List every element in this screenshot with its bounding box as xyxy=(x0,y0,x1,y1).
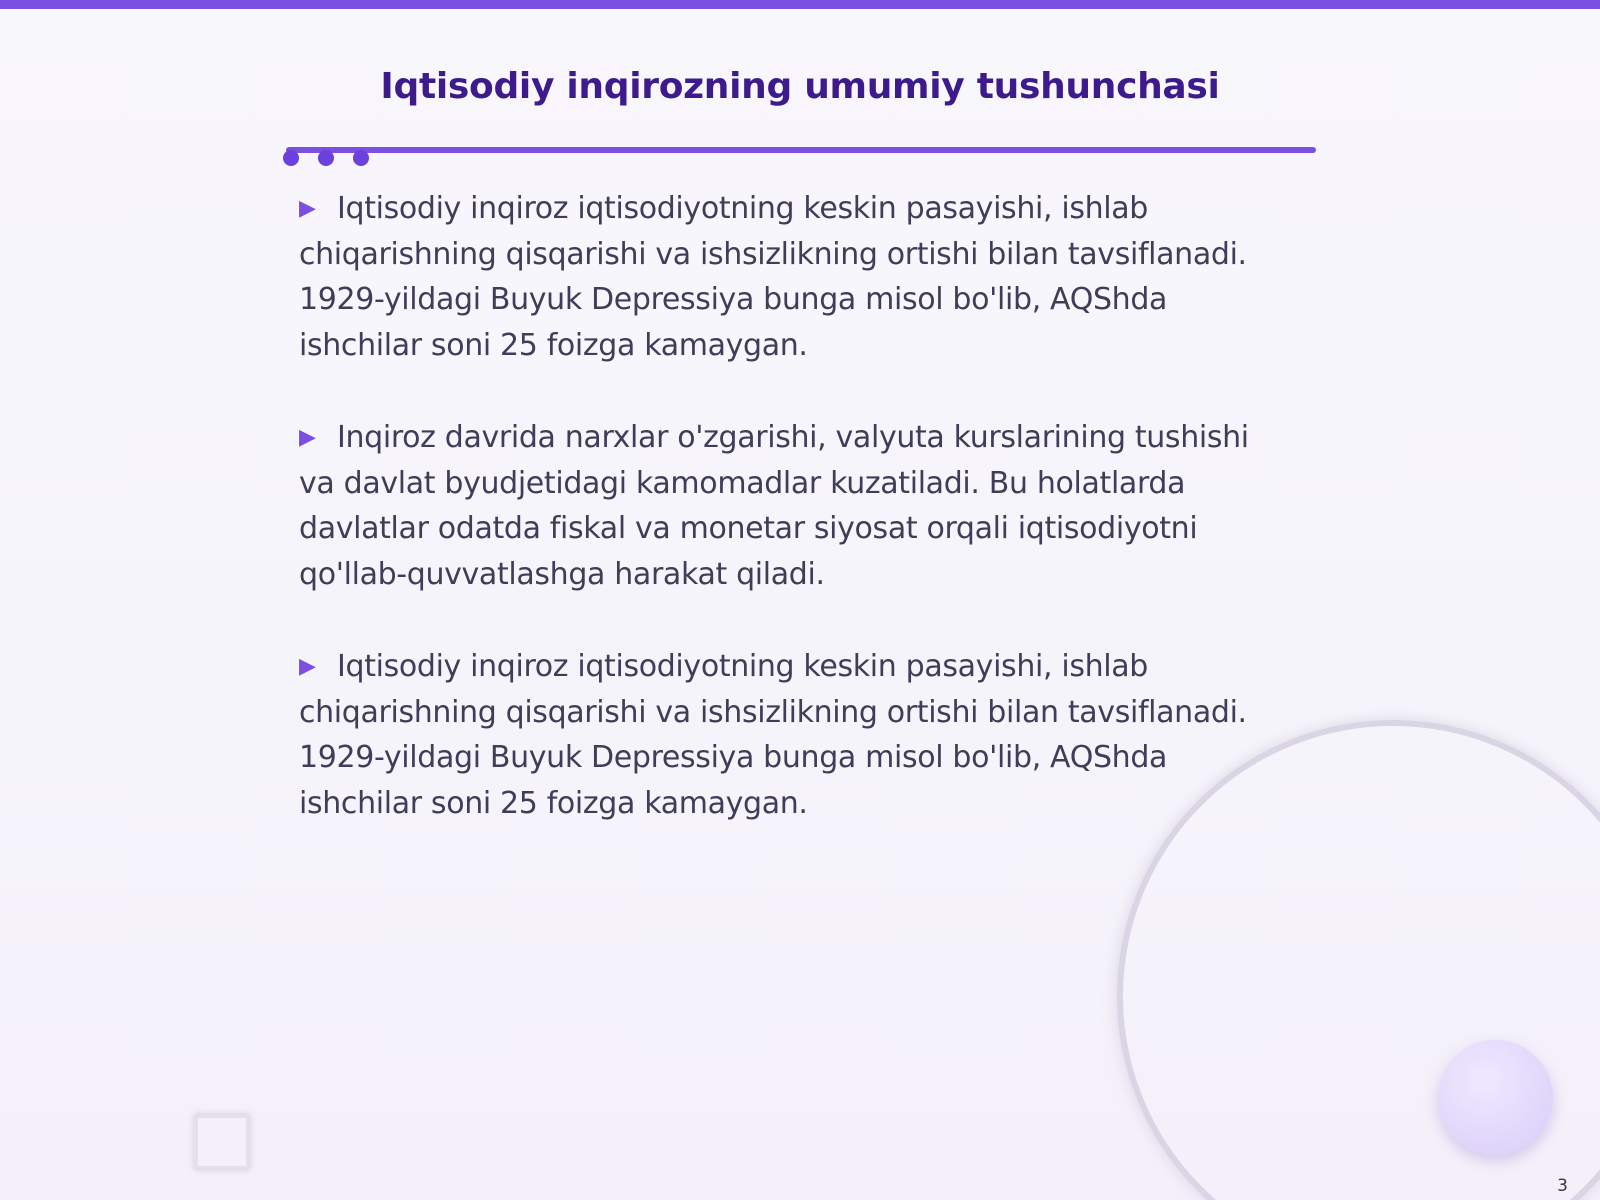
page-number: 3 xyxy=(1557,1176,1568,1196)
bullet-text: Iqtisodiy inqiroz iqtisodiyotning keskin pasayishi, ishlab chiqarishning qisqarishi va ishsizlikning ortishi bilan tavsiflanadi. 1929-yildagi Buyuk Depressiya bunga misol bo'lib, AQShda ishchilar soni 25 foizga kamaygan. xyxy=(299,649,1247,821)
decorative-dot xyxy=(353,150,369,166)
bullet-item xyxy=(299,415,1289,597)
slide-title: Iqtisodiy inqirozning umumiy tushunchasi xyxy=(380,66,1220,107)
bullet-item xyxy=(299,644,1289,826)
decorative-dot xyxy=(283,150,299,166)
bullet-item xyxy=(299,186,1289,368)
decorative-dot xyxy=(318,150,334,166)
triangle-bullet-icon: ▶ xyxy=(299,425,316,450)
title-underline xyxy=(286,147,1316,153)
triangle-bullet-icon: ▶ xyxy=(299,196,316,221)
triangle-bullet-icon: ▶ xyxy=(299,654,316,679)
bullet-text: Inqiroz davrida narxlar o'zgarishi, valyuta kurslarining tushishi va davlat byudjetidagi kamomadlar kuzatiladi. Bu holatlarda davlatlar odatda fiskal va monetar siyosat orqali iqtisodiyotni qo'llab-quvvatlashga harakat qiladi. xyxy=(299,420,1249,592)
bullet-text: Iqtisodiy inqiroz iqtisodiyotning keskin pasayishi, ishlab chiqarishning qisqarishi va ishsizlikning ortishi bilan tavsiflanadi. 1929-yildagi Buyuk Depressiya bunga misol bo'lib, AQShda ishchilar soni 25 foizga kamaygan. xyxy=(299,191,1247,363)
decorative-square xyxy=(193,1113,251,1171)
bullet-list xyxy=(299,186,1289,873)
decorative-circle xyxy=(1438,1040,1553,1155)
top-accent-bar xyxy=(0,0,1600,9)
